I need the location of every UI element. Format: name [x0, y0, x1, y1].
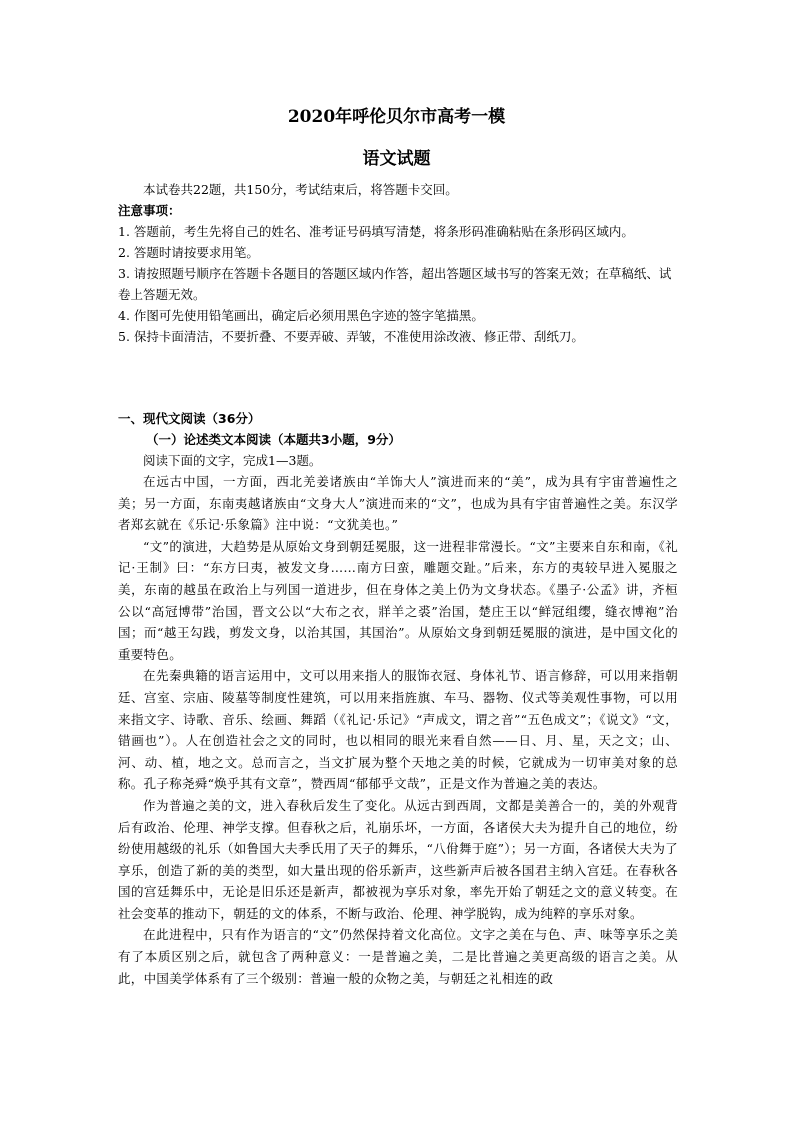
notice-section: [118, 200, 678, 347]
section-instruction: 阅读下面的文字，完成1—3题。: [143, 453, 322, 468]
reading-section: [118, 408, 678, 989]
passage-paragraph-1: 在远古中国，一方面，西北羌姜诸族由“羊饰大人”演进而来的“美”，成为具有宇宙普遍性之美；另一方面，东南夷越诸族由“文身大人”演进而来的“文”，也成为具有宇宙普遍性之美。东汉学者郑玄就在《乐记·乐象篇》注中说：“文犹美也。”: [118, 474, 678, 533]
passage-paragraph-3: 在先秦典籍的语言运用中，文可以用来指人的服饰衣冠、身体礼节、语言修辞，可以用来指朝廷、宫室、宗庙、陵墓等制度性建筑，可以用来指旌旗、车马、器物、仪式等美观性事物，可以用来指文字、诗歌、音乐、绘画、舞蹈（《礼记·乐记》“声成文，谓之音”“五色成文”；《说文》“文，错画也”）。人在创造社会之文的同时，也以相同的眼光来看自然——日、月、星，天之文；山、河、动、植，地之文。总而言之，当文扩展为整个天地之美的时候，它就成为一切审美对象的总称。孔子称尧舜“焕乎其有文章”，赞西周“郁郁乎文哉”，正是文作为普遍之美的表达。: [118, 668, 678, 792]
notice-item-2: 2. 答题时请按要求用笔。: [118, 245, 259, 260]
exam-intro: 本试卷共22题，共150分，考试结束后，将答题卡交回。: [143, 182, 458, 197]
passage-paragraph-2: “文”的演进，大趋势是从原始文身到朝廷冕服，这一进程非常漫长。“文”主要来自东和南，《礼记·王制》曰：“东方曰夷，被发文身……南方曰蛮，雕题交趾。”后来，东方的夷较早进入冕服之美，东南的越虽在政治上与列国一道进步，但在身体之美上仍为文身状态。《墨子·公孟》讲，齐桓公以“高冠博带”治国，晋文公以“大布之衣，牂羊之裘”治国，楚庄王以“鲜冠组缨，缝衣博袍”治国；而“越王勾践，剪发文身，以治其国，其国治”。从原始文身到朝廷冕服的演进，是中国文化的重要特色。: [118, 538, 678, 662]
document-title: 2020年呼伦贝尔市高考一模: [287, 107, 506, 127]
passage-paragraph-4: 作为普遍之美的文，进入春秋后发生了变化。从远古到西周，文都是美善合一的，美的外观背后有政治、伦理、神学支撑。但春秋之后，礼崩乐坏，一方面，各诸侯大夫为提升自己的地位，纷纷使用越级的礼乐（如鲁国大夫季氏用了天子的舞乐，“八佾舞于庭”）；另一方面，各诸侯大夫为了享乐，创造了新的美的类型，如大量出现的俗乐新声，这些新声后被各国君主纳入宫廷。在春秋各国的宫廷舞乐中，无论是旧乐还是新声，都被视为享乐对象，率先开始了朝廷之文的意义转变。在社会变革的推动下，朝廷的文的体系，不断与政治、伦理、神学脱钩，成为纯粹的享乐对象。: [118, 797, 678, 921]
notice-item-3: 3. 请按照题号顺序在答题卡各题目的答题区域内作答，超出答题区域书写的答案无效；在草稿纸、试卷上答题无效。: [118, 266, 672, 302]
notice-item-4: 4. 作图可先使用铅笔画出，确定后必须用黑色字迹的签字笔描黑。: [118, 308, 484, 323]
notice-heading: 注意事项：: [118, 203, 181, 218]
notice-item-5: 5. 保持卡面清洁，不要折叠、不要弄破、弄皱，不准使用涂改液、修正带、刮纸刀。: [118, 329, 584, 344]
passage-paragraph-5: 在此进程中，只有作为语言的“文”仍然保持着文化高位。文字之美在与色、声、味等享乐之美有了本质区别之后，就包含了两种意义：一是普遍之美，二是比普遍之美更高级的语言之美。从此，中国美学体系有了三个级别：普遍一般的众物之美，与朝廷之礼相连的政: [118, 927, 678, 986]
section-subheading: （一）论述类文本阅读（本题共3小题，9分）: [146, 432, 401, 447]
document-subtitle: 语文试题: [362, 149, 431, 169]
section-heading: 一、现代文阅读（36分）: [118, 411, 261, 426]
notice-item-1: 1. 答题前，考生先将自己的姓名、准考证号码填写清楚，将条形码准确粘贴在条形码区域内。: [118, 224, 634, 239]
notice-list: [118, 221, 678, 347]
